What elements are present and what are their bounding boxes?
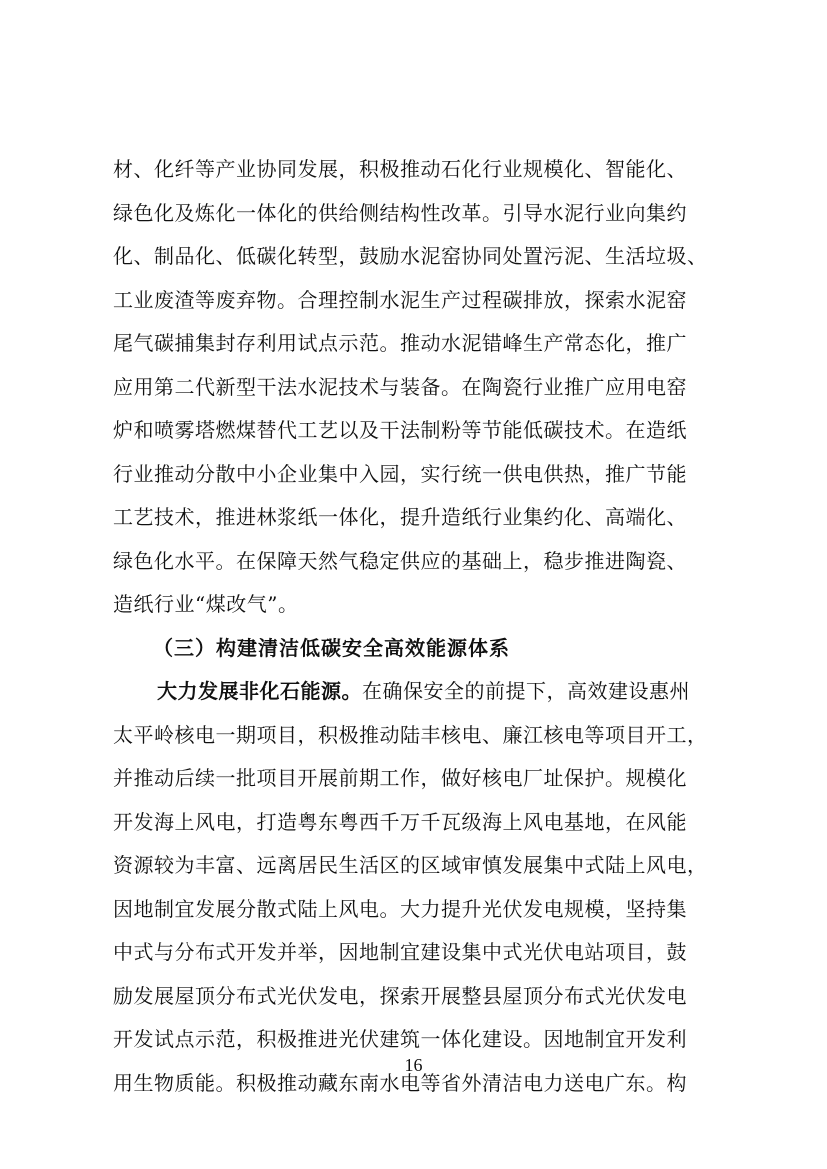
- body-text-line: 工业废渣等废弃物。合理控制水泥生产过程碳排放，探索水泥窑: [113, 287, 687, 312]
- paragraph-first-line: [157, 671, 757, 711]
- body-text-line: 化、制品化、低碳化转型，鼓励水泥窑协同处置污泥、生活垃圾、: [113, 244, 708, 268]
- body-text-line: 行业推动分散中小企业集中入园，实行统一供电供热，推广节能: [113, 461, 687, 486]
- body-text-line: 资源较为丰富、远离居民生活区的区域审慎发展集中式陆上风电，: [113, 853, 708, 877]
- body-text-line: 因地制宜发展分散式陆上风电。大力提升光伏发电规模，坚持集: [113, 896, 687, 921]
- body-text-line: 用生物质能。积极推动藏东南水电等省外清洁电力送电广东。构: [113, 1070, 687, 1095]
- body-text-line: 应用第二代新型干法水泥技术与装备。在陶瓷行业推广应用电窑: [113, 374, 687, 399]
- body-text-line: 造纸行业“煤改气”。: [113, 592, 299, 616]
- paragraph-lead: 大力发展非化石能源。: [157, 679, 362, 703]
- body-text-line: 中式与分布式开发并举，因地制宜建设集中式光伏电站项目，鼓: [113, 940, 687, 964]
- page-number: 16: [404, 1055, 423, 1075]
- body-text-line: 材、化纤等产业协同发展，积极推动石化行业规模化、智能化、: [113, 157, 687, 181]
- body-text-line: 绿色化水平。在保障天然气稳定供应的基础上，稳步推进陶瓷、: [113, 548, 687, 573]
- body-text-line: 并推动后续一批项目开展前期工作，做好核电厂址保护。规模化: [113, 766, 687, 790]
- body-text-line: 尾气碳捕集封存利用试点示范。推动水泥错峰生产常态化，推广: [113, 331, 687, 355]
- body-text-line: 绿色化及炼化一体化的供给侧结构性改革。引导水泥行业向集约: [113, 200, 687, 225]
- body-text-line: 开发海上风电，打造粤东粤西千万千瓦级海上风电基地，在风能: [113, 809, 687, 834]
- body-text-line: 励发展屋顶分布式光伏发电，探索开展整县屋顶分布式光伏发电: [113, 983, 687, 1008]
- paragraph-first-line-text: 在确保安全的前提下，高效建设惠州: [362, 679, 690, 703]
- section-heading: （三）构建清洁低碳安全高效能源体系: [153, 635, 510, 660]
- body-text-line: 工艺技术，推进林浆纸一体化，提升造纸行业集约化、高端化、: [113, 505, 687, 529]
- body-text-line: 开发试点示范，积极推进光伏建筑一体化建设。因地制宜开发利: [113, 1027, 687, 1051]
- body-text-line: 太平岭核电一期项目，积极推动陆丰核电、廉江核电等项目开工，: [113, 722, 708, 747]
- body-text-line: 炉和喷雾塔燃煤替代工艺以及干法制粉等节能低碳技术。在造纸: [113, 418, 687, 442]
